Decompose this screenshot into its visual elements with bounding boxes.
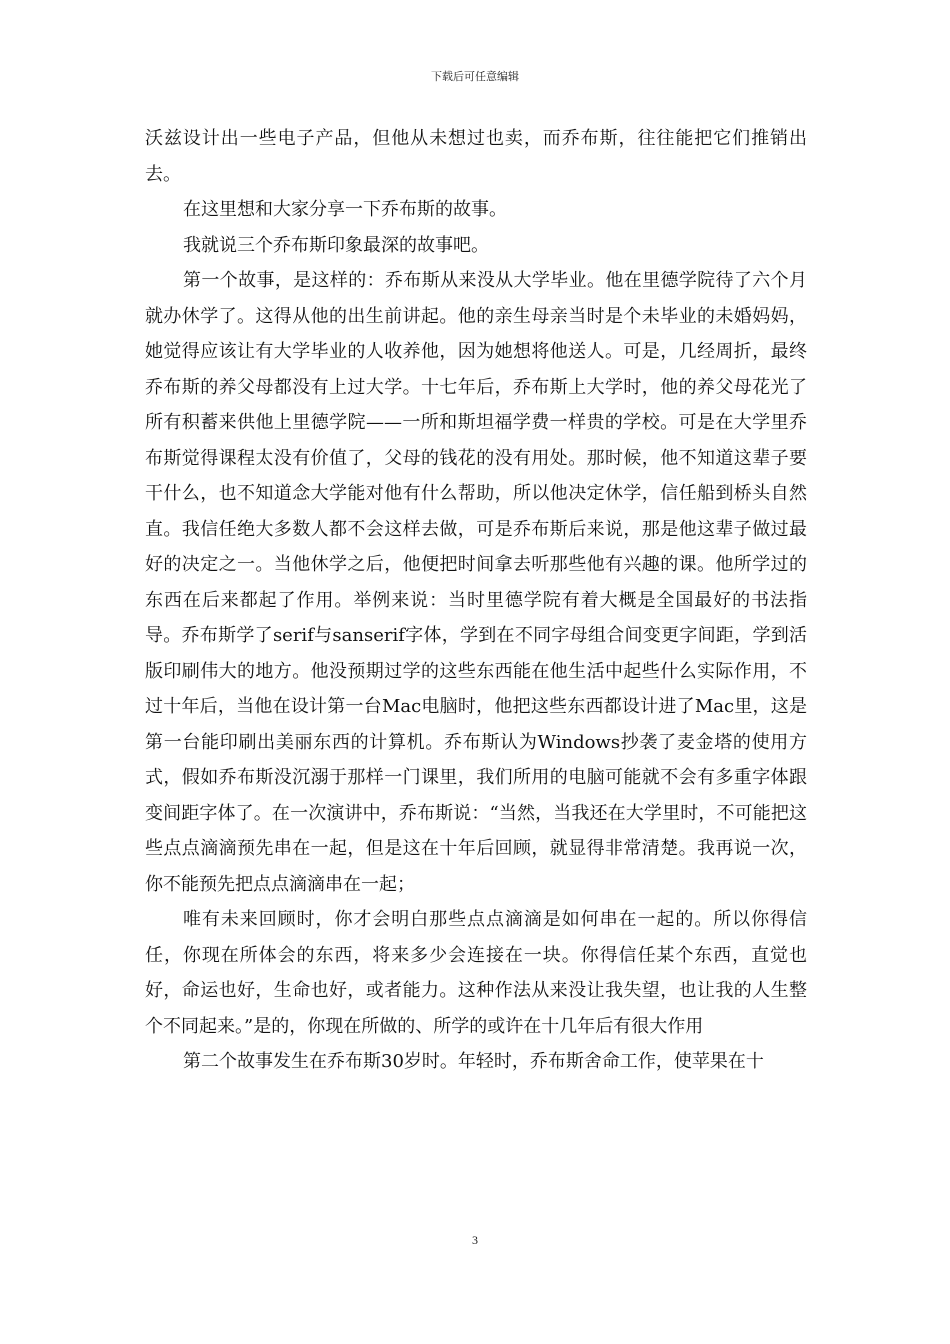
paragraph: 第二个故事发生在乔布斯30岁时。年轻时，乔布斯舍命工作，使苹果在十: [183, 1051, 764, 1072]
paragraph: 沃兹设计出一些电子产品，但他从未想过也卖，而乔布斯，往往能把它们推销出去。: [145, 128, 807, 185]
page-header: 下载后可任意编辑: [431, 70, 519, 83]
paragraph: 唯有未来回顾时，你才会明白那些点点滴滴是如何串在一起的。所以你得信任，你现在所体会的东西，将来多少会连接在一块。你得信任某个东西，直觉也好，命运也好，生命也好，或者能力。这种作法从来没让我失望，也让我的人生整个不同起来。”是的，你现在所做的、所学的或许在十几年后有很大作用: [145, 909, 807, 1037]
paragraph: 第一个故事，是这样的：乔布斯从来没从大学毕业。他在里德学院待了六个月就办休学了。这得从他的出生前讲起。他的亲生母亲当时是个未毕业的未婚妈妈，她觉得应该让有大学毕业的人收养他，因为她想将他送人。可是，几经周折，最终乔布斯的养父母都没有上过大学。十七年后，乔布斯上大学时，他的养父母花光了所有积蓄来供他上里德学院——一所和斯坦福学费一样贵的学校。可是在大学里乔布斯觉得课程太没有价值了，父母的钱花的没有用处。那时候，他不知道这辈子要干什么，也不知道念大学能对他有什么帮助，所以他决定休学，信任船到桥头自然直。我信任绝大多数人都不会这样去做，可是乔布斯后来说，那是他这辈子做过最好的决定之一。当他休学之后，他便把时间拿去听那些他有兴趣的课。他所学过的东西在后来都起了作用。举例来说：当时里德学院有着大概是全国最好的书法指导。乔布斯学了serif与sanserif字体，学到在不同字母组合间变更字间距，学到活版印刷伟大的地方。他没预期过学的这些东西能在他生活中起些什么实际作用，不过十年后，当他在设计第一台Mac电脑时，他把这些东西都设计进了Mac里，这是第一台能印刷出美丽东西的计算机。乔布斯认为Windows抄袭了麦金塔的使用方式，假如乔布斯没沉溺于那样一门课里，我们所用的电脑可能就不会有多重字体跟变间距字体了。在一次演讲中，乔布斯说：“当然，当我还在大学里时，不可能把这些点点滴滴预先串在一起，但是这在十年后回顾，就显得非常清楚。我再说一次，你不能预先把点点滴滴串在一起；: [145, 270, 807, 895]
paragraph: 在这里想和大家分享一下乔布斯的故事。: [183, 199, 507, 220]
paragraph: 我就说三个乔布斯印象最深的故事吧。: [183, 234, 489, 256]
document-body: [145, 121, 807, 1080]
page-number: 3: [472, 1233, 478, 1247]
